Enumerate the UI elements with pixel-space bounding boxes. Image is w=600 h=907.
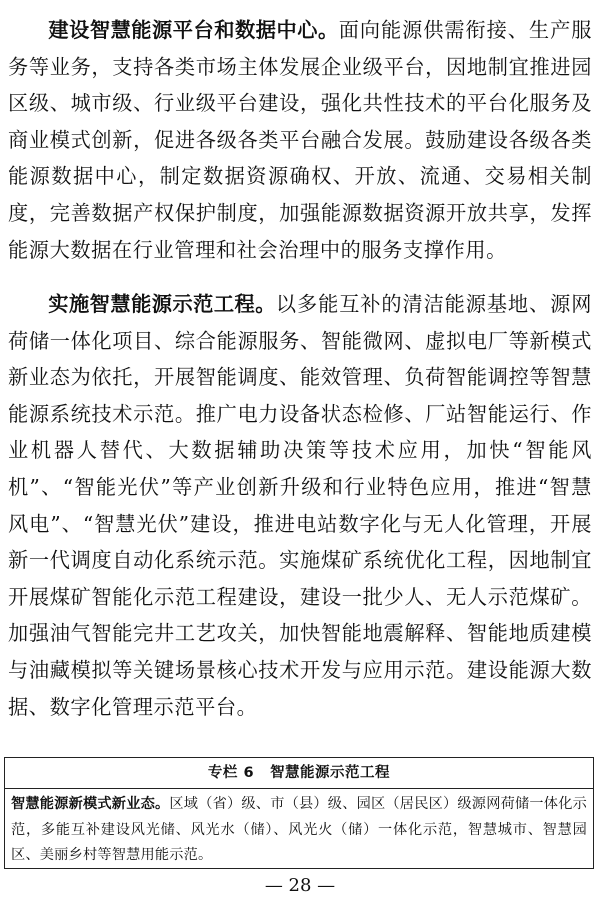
column-box (4, 757, 594, 869)
paragraph-body-text: 以多能互补的清洁能源基地、源网荷储一体化项目、综合能源服务、智能微网、虚拟电厂等新模式新业态为依托，开展智能调度、能效管理、负荷智能调控等智慧能源系统技术示范。推广电力设备状态检修、厂站智能运行、作业机器人替代、大数据辅助决策等技术应用，加快“智能风机”、“智能光伏”等产业创新升级和行业特色应用，推进“智慧风电”、“智慧光伏”建设，推进电站数字化与无人化管理，开展新一代调度自动化系统示范。实施煤矿系统优化工程，因地制宜开展煤矿智能化示范工程建设，建设一批少人、无人示范煤矿。加强油气智能完井工艺攻关，加快智能地震解释、智能地质建模与油藏模拟等关键场景核心技术开发与应用示范。建设能源大数据、数字化管理示范平台。 (8, 292, 592, 719)
paragraph-body-text: 面向能源供需衔接、生产服务等业务，支持各类市场主体发展企业级平台，因地制宜推进园区级、城市级、行业级平台建设，强化共性技术的平台化服务及商业模式创新，促进各级各类平台融合发展。鼓励建设各级各类能源数据中心，制定数据资源确权、开放、流通、交易相关制度，完善数据产权保护制度，加强能源数据资源开放共享，发挥能源大数据在行业管理和社会治理中的服务支撑作用。 (8, 18, 592, 262)
paragraph-lead-heading: 实施智慧能源示范工程。 (48, 292, 276, 316)
column-box-content (11, 792, 587, 869)
column-box-title (5, 758, 593, 789)
paragraph-lead-heading: 建设智慧能源平台和数据中心。 (48, 18, 339, 42)
column-box-title-text: 智慧能源示范工程 (270, 765, 391, 781)
page-number: — 28 — (264, 875, 336, 896)
column-box-lead: 智慧能源新模式新业态。 (11, 796, 170, 812)
column-box-number: 专栏 6 (207, 765, 255, 781)
column-box-text: 区域（省）级、市（县）级、园区（居民区）级源网荷储一体化示范，多能互补建设风光储、风光水（储）、风光火（储）一体化示范，智慧城市、智慧园区、美丽乡村等智慧用能示范。 (11, 796, 587, 863)
paragraph-smart-energy-demonstration (8, 286, 592, 725)
paragraph-smart-energy-platform (8, 12, 592, 268)
